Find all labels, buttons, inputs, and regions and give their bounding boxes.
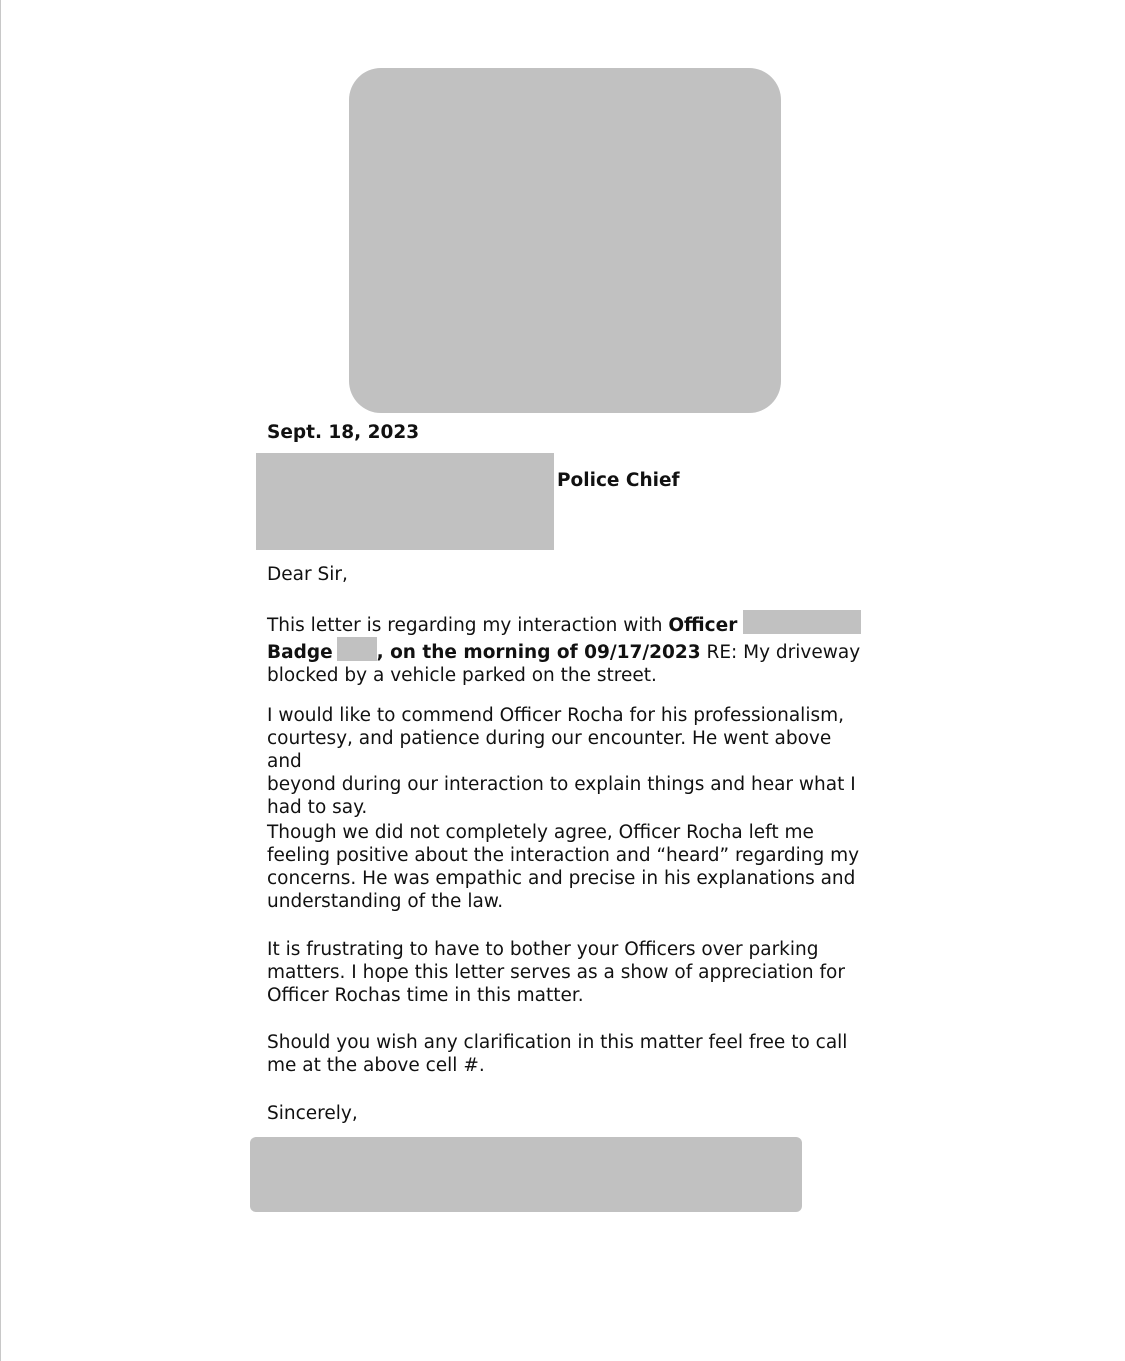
paragraph-line: Officer Rochas time in this matter. [267, 985, 584, 1006]
paragraph-text: RE: My driveway [700, 642, 861, 663]
recipient-title: Police Chief [557, 470, 680, 491]
paragraph-line: blocked by a vehicle parked on the street. [267, 665, 657, 686]
paragraph-line: Should you wish any clarification in this matter feel free to call [267, 1032, 848, 1053]
paragraph-line: feeling positive about the interaction and “heard” regarding my [267, 845, 860, 866]
paragraph-line: concerns. He was empathic and precise in his explanations and [267, 868, 856, 889]
redacted-addressee-block [256, 453, 554, 550]
paragraph-line: I would like to commend Officer Rocha for his professionalism, [267, 705, 845, 726]
paragraph-line: matters. I hope this letter serves as a show of appreciation for [267, 962, 845, 983]
paragraph-line: Though we did not completely agree, Officer Rocha left me [267, 822, 814, 843]
paragraph-interaction [267, 610, 867, 687]
paragraph-line [267, 610, 867, 637]
redacted-signature [250, 1137, 802, 1212]
paragraph-disagreement [267, 821, 867, 913]
paragraph-line: understanding of the law. [267, 891, 504, 912]
redacted-letterhead [349, 68, 781, 413]
badge-label: Badge [267, 642, 333, 663]
paragraph-contact [267, 1031, 867, 1077]
paragraph-line: had to say. [267, 797, 368, 818]
paragraph-text: This letter is regarding my interaction with [267, 615, 669, 636]
letter-date: Sept. 18, 2023 [267, 422, 420, 443]
paragraph-line: It is frustrating to have to bother your Officers over parking [267, 939, 819, 960]
closing: Sincerely, [267, 1103, 358, 1124]
paragraph-commendation [267, 704, 867, 819]
paragraph-line [267, 637, 867, 664]
redacted-officer-name [743, 610, 861, 634]
paragraph-line: me at the above cell #. [267, 1055, 485, 1076]
redacted-badge-number [337, 637, 377, 661]
morning-date-text: , on the morning of 09/17/2023 [376, 642, 701, 663]
salutation: Dear Sir, [267, 564, 348, 585]
paragraph-line: courtesy, and patience during our encounter. He went above and [267, 728, 832, 772]
paragraph-appreciation [267, 938, 867, 1007]
paragraph-line: beyond during our interaction to explain things and hear what I [267, 774, 856, 795]
officer-label: Officer [668, 615, 738, 636]
